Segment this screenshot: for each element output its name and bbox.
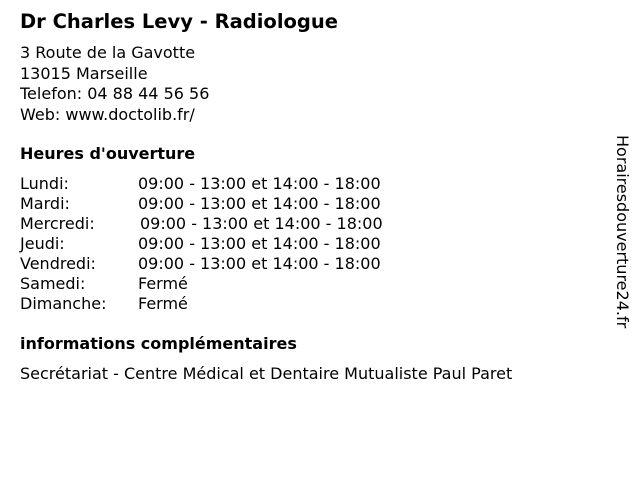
time-value: Fermé bbox=[138, 294, 188, 313]
time-value: 09:00 - 13:00 et 14:00 - 18:00 bbox=[138, 174, 381, 193]
time-value: 09:00 - 13:00 et 14:00 - 18:00 bbox=[138, 254, 381, 273]
day-label: Jeudi: bbox=[20, 234, 65, 253]
day-label: Mardi: bbox=[20, 194, 70, 213]
time-value: Fermé bbox=[138, 274, 188, 293]
page-title: Dr Charles Levy - Radiologue bbox=[20, 10, 338, 33]
time-value: 09:00 - 13:00 et 14:00 - 18:00 bbox=[138, 234, 381, 253]
time-value: 09:00 - 13:00 et 14:00 - 18:00 bbox=[140, 214, 383, 233]
day-label: Vendredi: bbox=[20, 254, 96, 273]
website-link[interactable]: Web: www.doctolib.fr/ bbox=[20, 104, 195, 124]
additional-info-heading: informations complémentaires bbox=[20, 334, 297, 353]
additional-info-text: Secrétariat - Centre Médical et Dentaire Mutualiste Paul Paret bbox=[20, 364, 513, 383]
phone-number: Telefon: 04 88 44 56 56 bbox=[20, 84, 210, 103]
address-street: 3 Route de la Gavotte bbox=[20, 43, 196, 62]
day-label: Lundi: bbox=[20, 174, 69, 193]
time-value: 09:00 - 13:00 et 14:00 - 18:00 bbox=[138, 194, 381, 213]
opening-hours-heading: Heures d'ouverture bbox=[20, 144, 196, 163]
address-city: 13015 Marseille bbox=[20, 63, 148, 83]
day-label: Mercredi: bbox=[20, 214, 95, 233]
day-label: Dimanche: bbox=[20, 294, 107, 313]
day-label: Samedi: bbox=[20, 274, 86, 293]
site-watermark: Horairesdouverture24.fr bbox=[613, 135, 632, 329]
contact-block bbox=[20, 43, 209, 125]
